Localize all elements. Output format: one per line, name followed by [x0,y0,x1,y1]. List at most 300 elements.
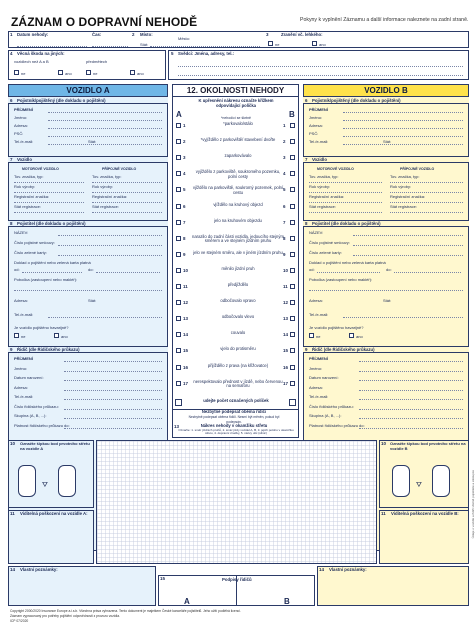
validity-from-label: od: [14,267,20,272]
count-label: udejte počet označených políček [203,398,269,403]
field-number-7: 7 [305,157,308,162]
visible-damage-b-label: Viditelná poškození na vozidle B: [391,511,459,516]
field-number-11b: 11 [381,511,386,516]
remarks-a-box[interactable] [8,566,156,606]
field-number-9: 9 [305,347,308,352]
green-card-input[interactable] [353,255,463,256]
vehicle-title: Vozidlo [312,157,327,162]
policyholder-phone-input[interactable] [48,144,162,145]
policyholder-state-label: Stát: [88,139,97,144]
driver-licence-group-input[interactable] [64,418,162,419]
circumstance-label: zaparkovávalo [224,153,252,159]
hav-label: Je vozidlo pojištěno havarijně? [309,325,364,330]
circumstance-label: měnilo jízdní pruh [221,265,255,271]
hav-yes-label: ano [356,334,363,339]
circumstance-label: jelo ve stejném směru, ale v jiném jízdním pruhu [193,249,283,255]
circumstance-a-number: 17 [183,380,189,386]
circumstance-label: narazilo do zadní části vozidla, jedoucího stejným směrem a ve stejném jízdním pruhu [192,233,284,244]
circumstance-label: vjíždělo na kruhový objezd [213,201,263,207]
vehicle-brand-label: Tov. značka, typ: [309,174,339,179]
damage-vehicles-yes-checkbox[interactable] [58,70,63,75]
vehicle-registration-input[interactable] [309,202,382,203]
policyholder-first-name-input[interactable] [343,120,463,121]
circumstance-b-number: 10 [283,267,289,273]
circumstance-a-checkbox[interactable] [176,123,181,128]
policyholder-address-input[interactable] [343,128,463,129]
remarks-a-label: Vlastní poznámky: [20,567,58,572]
circumstance-b-number: 12 [283,300,289,306]
circumstance-a-number: 14 [183,332,189,338]
circumstance-label: *parkovalo/stálo [223,121,253,126]
damage-objects-yes-checkbox[interactable] [130,70,135,75]
driver-first-name-label: Jméno: [309,365,323,371]
remarks-b-box[interactable] [317,566,469,606]
vehicle-year-input[interactable] [309,192,382,193]
circumstance-b-checkbox[interactable] [290,252,295,257]
circumstance-a-checkbox[interactable] [176,252,181,257]
insurer-title: Pojistitel (dle dokladu o pojištění) [17,221,86,226]
validity-label: Doklad o pojištění nebo zelená karta platná [14,260,91,265]
insurer-title: Pojistitel (dle dokladu o pojištění) [312,221,381,226]
trailer-registration-state-input[interactable] [92,212,162,213]
branch-input[interactable] [309,290,463,291]
circumstance-a-number: 13 [183,316,189,322]
impact-point-b-label: Označte šipkou bod prvotního střetu na vozidle B [390,441,466,451]
policyholder-phone-input[interactable] [343,144,463,145]
circumstances-col-a: A [176,110,182,119]
circumstance-b-number: 5 [283,187,286,193]
field-number-14b: 14 [319,567,325,572]
policyholder-first-name-input[interactable] [48,120,162,121]
insurer-address-label: Adresa: [309,298,323,303]
driver-first-name-input[interactable] [64,371,162,372]
driver-surname-input[interactable] [64,361,162,362]
circumstance-b-checkbox[interactable] [290,155,295,160]
trailer-brand-input[interactable] [390,182,463,183]
insurer-address-label: Adresa: [14,298,28,303]
validity-from-input[interactable] [317,272,380,273]
policy-number-label: Číslo pojistné smlouvy: [309,240,350,245]
side-note: Údaje o vozidle a řidiči včetně pojistitele a zástupce [471,470,475,539]
circumstance-b-checkbox[interactable] [290,236,295,241]
policyholder-phone-label: Tel./e-mail: [309,139,329,144]
signatures-divider [236,575,237,606]
place-label: Místo: [140,32,153,37]
policyholder-postcode-input[interactable] [343,136,463,137]
driver-licence-input[interactable] [359,409,463,410]
policyholder-address-label: Adresa: [14,123,28,128]
motor-vehicle-label: MOTOROVÉ VOZIDLO [317,167,354,171]
driver-licence-group-label: Skupina (A, B, ...): [309,413,342,418]
driver-title: Řidič (dle Řidičského průkazu) [17,347,80,352]
circumstance-b-number: 11 [283,284,288,289]
circumstance-b-checkbox[interactable] [290,220,295,225]
place-input[interactable] [150,46,260,47]
car-top-b2-icon[interactable] [432,465,450,497]
driver-licence-validity-input[interactable] [359,428,463,429]
field-number-11a: 11 [10,511,15,516]
circumstance-b-number: 8 [283,235,286,241]
policyholder-title: Pojistník/pojištěný (dle dokladu o pojištění) [17,98,106,103]
field-number-9: 9 [10,347,13,352]
validity-to-input[interactable] [96,272,160,273]
insurer-tel-label: Tel./e-mail: [14,312,34,317]
footer-line-2: Záznam vypracovaný pro potřeby pojištění odpovědnosti z provozu vozidla. [10,614,120,618]
trailer-label: PŘÍPOJNÉ VOZIDLO [102,167,137,171]
witnesses-label: Svědci: Jména, adresy, tel.: [178,51,235,56]
validity-to-label: do: [386,267,392,272]
policy-number-input[interactable] [353,245,463,246]
car-top-a-icon[interactable] [18,465,36,497]
circumstance-label: couvalo [230,330,246,336]
trailer-year-label: Rok výroby: [92,184,114,189]
hav-yes-checkbox[interactable] [349,333,354,338]
insurer-state-label: Stát: [88,298,97,303]
damage-vehicles-yes-label: ano [65,71,72,76]
injury-label: Zranění vč. lehkého: [281,32,323,37]
accident-time-label: Čas: [92,32,102,37]
validity-from-input[interactable] [22,272,82,273]
validity-to-label: do: [88,267,94,272]
circumstance-b-checkbox[interactable] [290,332,295,337]
circumstance-a-number: 5 [183,187,186,193]
circumstance-label: vjelo do protisměru [220,346,256,352]
field-number-10a: 10 [10,441,16,446]
trailer-year-input[interactable] [390,192,463,193]
circumstance-a-checkbox[interactable] [176,348,181,353]
circumstance-b-checkbox[interactable] [290,316,295,321]
vehicle-title: Vozidlo [17,157,32,162]
visible-damage-b-box [379,510,469,564]
trailer-brand-input[interactable] [92,182,162,183]
vehicle-registration-state-input[interactable] [309,212,382,213]
circumstance-a-number: 16 [183,364,189,370]
circumstance-a-checkbox[interactable] [176,381,181,386]
field-number-15: 15 [160,576,166,581]
field-number-6: 6 [305,98,308,103]
driver-licence-label: Číslo řidičského průkazu: [14,403,59,409]
visible-damage-a-label: Viditelná poškození na vozidle A: [20,511,88,516]
circumstance-b-number: 15 [283,348,289,354]
green-card-label: Číslo zelené karty: [14,250,47,255]
vehicle-registration-label: Registrační značka: [14,194,50,199]
vehicle-year-input[interactable] [14,192,84,193]
count-a-box[interactable] [175,399,182,406]
circumstance-b-checkbox[interactable] [290,300,295,305]
circumstance-b-number: 14 [283,332,289,338]
footer-code: ICP 07/2020 [10,619,29,623]
policyholder-postcode-label: PSČ: [14,131,24,136]
instructions-hint: Pokyny k vyplnění Záznamu a další informace naleznete na zadní straně. [300,17,469,23]
witnesses-input-2[interactable] [178,75,463,76]
circumstance-a-number: 4 [183,171,186,177]
circumstance-label: vjíždělo na parkoviště, soukromý pozemek, polní cestu [192,185,284,195]
circumstance-b-number: 9 [283,251,286,257]
circumstance-a-number: 10 [183,267,189,273]
trailer-year-input[interactable] [92,192,162,193]
sketch-instructions: Označte: 1. směr jízdních pruhů, 2. směr jízdy vozidel A, B, 3. jejich polohu v okamžiku střetu, 4. dopravní značky, 5. názvy ulic (silnic) [178,428,294,436]
insurer-name-label: NÁZEV: [14,230,29,235]
branch-label: Pobočka (zastoupení nebo makléř): [309,277,373,282]
visible-damage-a-box [8,510,94,564]
trailer-label: PŘÍPOJNÉ VOZIDLO [400,167,435,171]
policyholder-first-name-label: Jméno: [14,115,28,120]
circumstance-a-checkbox[interactable] [176,155,181,160]
circumstance-b-checkbox[interactable] [290,365,295,370]
circumstance-b-number: 2 [283,139,286,145]
circumstance-b-number: 7 [283,219,286,225]
trailer-registration-label: Registrační značka: [390,194,426,199]
sketch-title: Nákres nehody v okamžiku střetu [200,423,268,428]
signature-a-label: A [184,597,190,606]
hav-no-label: ne [21,334,26,339]
hav-no-checkbox[interactable] [14,333,19,338]
circumstance-label: předjíždělo [227,282,249,287]
circumstance-a-checkbox[interactable] [176,220,181,225]
insurer-name-input[interactable] [353,235,463,236]
accident-date-input[interactable] [17,46,87,47]
circumstance-a-number: 15 [183,348,189,354]
damage-objects-label: předmětech [86,59,108,64]
driver-title: Řidič (dle Řidičského průkazu) [312,347,375,352]
circumstance-label: *vyjíždělo z parkoviště/ stavebení dvořte [200,137,276,143]
circumstance-a-number: 7 [183,219,186,225]
policy-number-label: Číslo pojistné smlouvy: [14,240,55,245]
circumstance-a-checkbox[interactable] [176,236,181,241]
field-number-14a: 14 [10,567,16,572]
policyholder-surname-input[interactable] [343,112,463,113]
circumstance-a-checkbox[interactable] [176,204,181,209]
circumstance-a-checkbox[interactable] [176,139,181,144]
policyholder-title: Pojistník/pojištěný (dle dokladu o pojištění) [312,98,401,103]
driver-phone-input[interactable] [359,399,463,400]
circumstances-header: 12. OKOLNOSTI NEHODY [172,84,299,97]
circumstance-label: nerespektovalo přednost v jízdě, nebo červenou na semaforu [193,378,283,389]
circumstance-b-number: 16 [283,364,289,370]
circumstance-label: vyjíždělo z parkoviště, soukromého pozemku, polní cesty [195,169,281,179]
insurer-tel-label: Tel./e-mail: [309,312,329,317]
signature-b-label: B [284,597,290,606]
vehicle-b-header: VOZIDLO B [303,84,469,97]
circumstance-a-checkbox[interactable] [176,365,181,370]
trailer-registration-state-input[interactable] [390,212,463,213]
circumstance-b-checkbox[interactable] [290,268,295,273]
validity-label: Doklad o pojištění nebo zelená karta platná [309,260,386,265]
damage-vehicles-no-checkbox[interactable] [14,70,19,75]
driver-birth-date-label: Datum narození: [14,375,44,380]
policyholder-state-label: Stát: [383,139,392,144]
circumstance-b-checkbox[interactable] [290,171,295,176]
driver-first-name-input[interactable] [359,371,463,372]
damage-vehicles-label: vozidlech než A a B [14,59,49,64]
damage-objects-no-label: ne [93,71,98,76]
insurer-tel-input[interactable] [343,317,463,318]
accident-time-input[interactable] [92,46,128,47]
field-number-5: 5 [171,51,174,56]
city-label: Město: [178,36,191,41]
field-number-7: 7 [10,157,13,162]
trailer-registration-state-label: Stát registrace: [92,204,119,209]
policyholder-postcode-input[interactable] [48,136,162,137]
driver-address-input[interactable] [64,390,162,391]
field-number-8: 8 [305,221,308,226]
sign-note: Nezbytné podepsat oběma řidiči [201,409,267,414]
circumstance-b-number: 6 [283,203,286,209]
policyholder-surname-input[interactable] [48,112,162,113]
vehicle-brand-input[interactable] [14,182,84,183]
branch-label: Pobočka (zastoupení nebo makléř): [14,277,78,282]
driver-licence-group-label: Skupina (A, B, ...): [14,413,47,418]
circumstance-b-number: 1 [283,123,286,128]
injury-no-label: ne [275,42,280,47]
vehicle-year-label: Rok výroby: [14,184,36,189]
driver-address-label: Adresa: [309,384,323,390]
circumstance-a-checkbox[interactable] [176,187,181,192]
driver-birth-date-label: Datum narození: [309,375,339,380]
damage-objects-no-checkbox[interactable] [86,70,91,75]
motorcycle-a-icon[interactable]: ⛛ [42,482,48,489]
circumstance-b-checkbox[interactable] [290,187,295,192]
circumstance-label: přijíždělo z prava (na křižovatce) [207,362,269,368]
driver-address-label: Adresa: [14,384,28,390]
circumstances-col-b: B [289,110,295,119]
damage-vehicles-no-label: ne [21,71,26,76]
policyholder-surname-label: PŘÍJMENÍ [14,107,33,112]
circumstance-a-checkbox[interactable] [176,316,181,321]
accident-date-label: Datum nehody: [17,32,49,37]
trailer-registration-state-label: Stát registrace: [390,204,417,209]
policyholder-address-input[interactable] [48,128,162,129]
injury-yes-checkbox[interactable] [312,41,317,46]
vehicle-brand-input[interactable] [309,182,382,183]
insurer-name-label: NÁZEV: [309,230,324,235]
driver-surname-input[interactable] [359,361,463,362]
insurer-state-label: Stát: [383,298,392,303]
circumstance-b-checkbox[interactable] [290,284,295,289]
trailer-registration-input[interactable] [390,202,463,203]
circumstance-label: odbočovalo vlevo [221,314,255,320]
signatures-label: Podpisy řidičů [222,577,252,582]
vehicle-section-header [8,156,168,163]
vehicle-registration-input[interactable] [14,202,84,203]
driver-licence-label: Číslo řidičského průkazu: [309,403,354,409]
circumstances-intro: K upřesnění nákresu označte křížkem odpovídající políčka [198,98,274,108]
branch-input[interactable] [14,290,162,291]
vehicle-year-label: Rok výroby: [309,184,331,189]
circumstance-a-checkbox[interactable] [176,300,181,305]
circumstance-a-checkbox[interactable] [176,268,181,273]
hav-no-checkbox[interactable] [309,333,314,338]
motorcycle-b-icon[interactable]: ⛛ [416,482,422,489]
driver-phone-label: Tel./e-mail: [14,394,34,399]
page-title: ZÁZNAM O DOPRAVNÍ NEHODĚ [11,15,198,29]
circumstance-b-checkbox[interactable] [290,139,295,144]
insurer-name-input[interactable] [58,235,162,236]
circumstance-a-checkbox[interactable] [176,332,181,337]
motor-vehicle-label: MOTOROVÉ VOZIDLO [22,167,59,171]
green-card-input[interactable] [58,255,162,256]
car-top-b-icon[interactable] [392,465,410,497]
field-number-10b: 10 [381,441,387,446]
driver-phone-input[interactable] [64,399,162,400]
field-number-1: 1 [10,32,13,37]
sign-note-sub: Nezbytně podepsat oběma řidiči. Nesmí být měněn, pokud byl podepsán. [188,415,280,424]
hav-yes-checkbox[interactable] [54,333,59,338]
circumstance-b-checkbox[interactable] [290,381,295,386]
damage-objects-yes-label: ano [137,71,144,76]
accident-sketch-grid[interactable] [96,440,377,564]
count-b-box[interactable] [289,399,296,406]
circumstance-b-number: 4 [283,171,286,177]
driver-licence-validity-label: Platnost řidičského průkazu do: [309,422,365,428]
vehicle-registration-label: Registrační značka: [309,194,345,199]
circumstance-a-number: 1 [183,123,186,128]
circumstance-a-number: 9 [183,251,186,257]
driver-licence-validity-label: Platnost řidičského průkazu do: [14,422,70,428]
circumstance-a-number: 2 [183,139,186,145]
circumstances-note: *nehodící se škrtně [221,116,251,120]
circumstance-b-checkbox[interactable] [290,348,295,353]
witnesses-input-1[interactable] [178,66,463,67]
policyholder-surname-label: PŘÍJMENÍ [309,107,328,112]
footer-copyright: Copyright 2000/2020 Insurance Europe a.i.s.b. Všechna práva vyhrazena. Tento dokument je majetkem České kanceláře pojistitelů. Jeho užití podléhá licenci. [10,609,241,613]
circumstance-a-number: 6 [183,203,186,209]
driver-address-input[interactable] [359,390,463,391]
vehicle-a-header: VOZIDLO A [8,84,168,97]
validity-from-label: od: [309,267,315,272]
impact-point-a-label: Označte šipkou bod prvotního střetu na vozidle A [20,441,90,451]
hav-label: Je vozidlo pojištěno havarijně? [14,325,69,330]
validity-to-input[interactable] [394,272,461,273]
vehicle-registration-state-input[interactable] [14,212,84,213]
trailer-registration-input[interactable] [92,202,162,203]
driver-licence-validity-input[interactable] [64,428,162,429]
field-number-6: 6 [10,98,13,103]
driver-phone-label: Tel./e-mail: [309,394,329,399]
damage-label: Věcná škoda na jiných: [17,51,65,56]
circumstance-a-number: 11 [183,284,188,289]
field-number-4: 4 [10,51,13,56]
circumstance-b-checkbox[interactable] [290,123,295,128]
driver-birth-date-input[interactable] [359,380,463,381]
driver-licence-input[interactable] [64,409,162,410]
field-number-8: 8 [10,221,13,226]
driver-surname-label: PŘÍJMENÍ [309,356,328,361]
circumstance-label: jelo na kruhovém objezdu [214,217,262,223]
circumstance-a-number: 12 [183,300,189,306]
injury-no-checkbox[interactable] [268,41,273,46]
circumstance-a-checkbox[interactable] [176,284,181,289]
vehicle-registration-state-label: Stát registrace: [14,204,41,209]
vehicle-brand-label: Tov. značka, typ: [14,174,44,179]
driver-surname-label: PŘÍJMENÍ [14,356,33,361]
hav-no-label: ne [316,334,321,339]
field-number-13: 13 [174,424,180,429]
trailer-brand-label: Tov. značka, typ: [390,174,420,179]
driver-licence-group-input[interactable] [359,418,463,419]
policyholder-phone-label: Tel./e-mail: [14,139,34,144]
trailer-brand-label: Tov. značka, typ: [92,174,122,179]
policyholder-first-name-label: Jméno: [309,115,323,120]
policy-number-input[interactable] [58,245,162,246]
car-top-a2-icon[interactable] [58,465,76,497]
driver-birth-date-input[interactable] [64,380,162,381]
insurer-tel-input[interactable] [48,317,162,318]
circumstance-a-number: 8 [183,235,186,241]
circumstance-a-checkbox[interactable] [176,171,181,176]
circumstance-b-checkbox[interactable] [290,204,295,209]
policyholder-address-label: Adresa: [309,123,323,128]
